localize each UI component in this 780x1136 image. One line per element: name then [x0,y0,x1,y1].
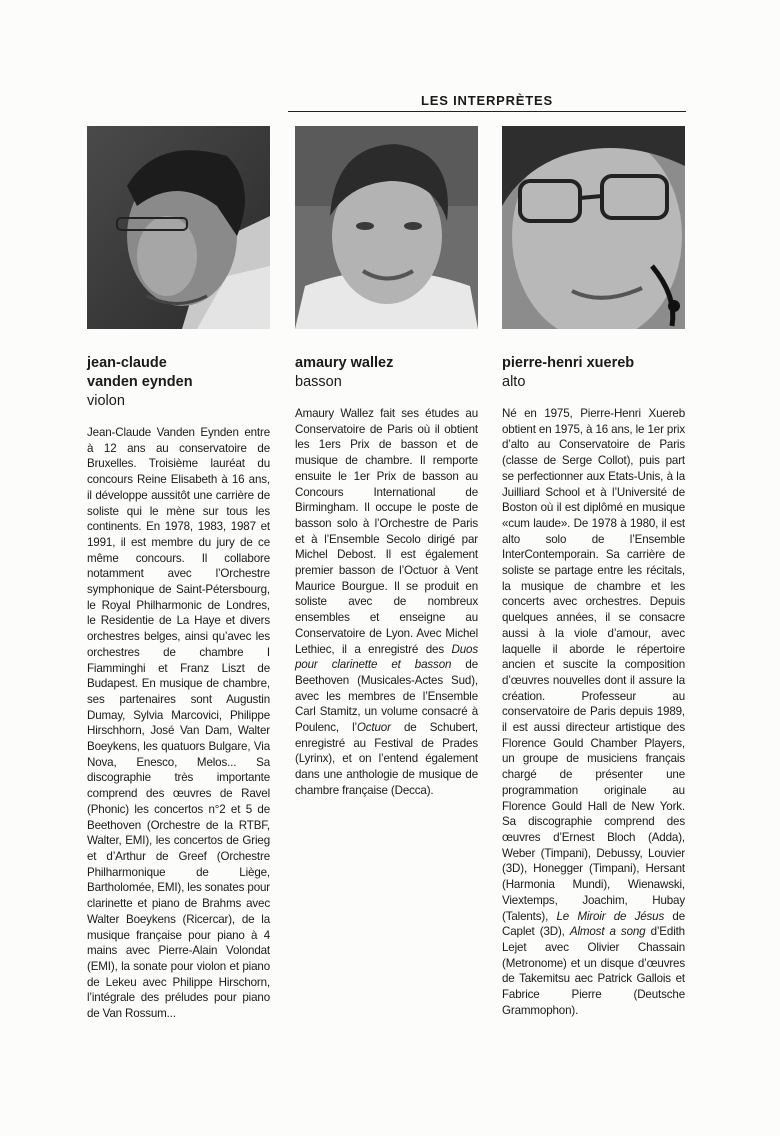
bio-text: Jean-Claude Vanden Eynden entre à 12 ans au conservatoire de Bruxelles. Troisième lauréat du concours Reine Elisabeth à 16 ans, il développe aussitôt une carrière de soliste qui le mène sur tous les continents. En 1978, 1983, 1987 et 1991, il est membre du jury de ce même concours. Il collabore notamment avec l’Orchestre symphonique de Saint-Pétersbourg, le Royal Philharmonic de Londres, le Residentie de La Haye et divers orchestres belges, ainsi qu’avec les orchestres de chambre I Fiamminghi et Franz Liszt de Budapest. En musique de chambre, ses partenaires sont Augustin Dumay, Sylvia Marcovici, Philippe Hirschhorn, José Van Dam, Walter Boeykens, les quatuors Bulgare, Via Nova, Enesco, Melos... Sa discographie très importante comprend des œuvres de Ravel (Phonic) les concertos n°2 et 5 de Beethoven (Orchestre de la RTBF, Walter, EMI), les concertos de Grieg et d’Arthur de Greef (Orchestre Philharmonique de Liège, Bartholomée, EMI), les sonates pour clarinette et piano de Brahms avec Walter Boeykens (Ricercar), de la musique française pour piano à 4 mains avec Pierre-Alain Volondat (EMI), la sonate pour violon et piano de Lekeu avec Philippe Hirschorn, l’intégrale des préludes pour piano de Van Rossum... [87,426,270,1021]
section-title: LES INTERPRÈTES [421,93,553,108]
bio-text-2: de Caplet (3D), [502,909,686,939]
performer-bio [502,406,685,1018]
header-rule [288,111,686,112]
performer-card-violin [87,126,270,1022]
performer-role: alto [502,374,526,390]
performer-role: basson [295,374,342,390]
bio-text-3: de Schubert, enregistré au Festival de Prades (Lyrinx), et on l’entend également dans une anthologie de musique de chambre française (Decca). [295,721,478,797]
bio-work-title-1: Le Miroir de Jésus [556,909,665,923]
bio-text-2: de Beethoven (Musicales-Actes Sud), avec les membres de l’Ensemble Carl Stamitz, un volume consacré à Poulenc, l’ [295,658,479,735]
portrait-photo [295,126,478,329]
bio-text-1: Né en 1975, Pierre-Henri Xuereb obtient en 1975, à 16 ans, le 1er prix d’alto au Conservatoire de Paris (classe de Serge Collot), puis part se perfectionner aux Etats-Unis, à la Juilliard School et à l’Université de Boston où il est diplômé en musique «cum laude». De 1978 à 1980, il est alto solo de l’Ensemble InterContemporain. Sa carrière de soliste se partage entre les récitals, la musique de chambre et les concerts avec orchestres. Depuis quelques années, il se consacre aussi à la viole d’amour, avec laquelle il aborde le répertoire ancien et suscite la composition d’œuvres nouvelles dont il assure la création. Professeur au conservatoire de Paris depuis 1989, il est aussi directeur artistique des Florence Gould Chamber Players, un groupe de musiciens français chargé de présenter une programmation originale au Florence Gould Hall de New York. Sa discographie comprend des œuvres d’Ernest Bloch (Adda), Weber (Timpani), Debussy, Louvier (3D), Honegger (Timpani), Hersant (Harmonia Mundi), Wienawski, Viextemps, Joachim, Hubay (Talents), [502,407,685,923]
name-line-1: jean-claude [87,355,167,371]
performer-name [502,354,685,373]
name-line-1: amaury wallez [295,355,394,371]
performer-name [295,354,478,373]
bio-work-title-2: Octuor [356,721,391,735]
portrait-photo [502,126,685,329]
performer-bio [87,425,270,1022]
name-line-2: vanden eynden [87,374,193,390]
performer-name [87,354,270,392]
performer-card-bassoon [295,126,478,799]
bio-work-title-2: Almost a song [569,925,646,939]
bio-work-title-1: Duos pour clarinette et basson [295,642,478,672]
performer-role: violon [87,393,125,409]
name-line-1: pierre-henri xuereb [502,355,635,371]
performer-card-viola [502,126,685,1018]
bio-text-1: Amaury Wallez fait ses études au Conservatoire de Paris où il obtient les 1ers Prix de basson et de musique de chambre. Il remporte ensuite le 1er Prix de basson au Concours International de Birmingham. Il occupe le poste de basson solo à l’Orchestre de Paris et à l’Ensemble Secolo dirigé par Michel Debost. Il est également premier basson de l’Octuor à Vent Maurice Bourgue. Il se produit en soliste avec de nombreux ensembles et enseigne au Conservatoire de Lyon. Avec Michel Lethiec, il a enregistré des [295,407,478,656]
bio-text-3: d’Edith Lejet avec Olivier Chassain (Metronome) et un disque d’œuvres de Takemitsu aec Patrick Gallois et Fabrice Pierre (Deutsche Grammophon). [502,925,685,1017]
portrait-photo [87,126,270,329]
performer-bio [295,406,478,799]
